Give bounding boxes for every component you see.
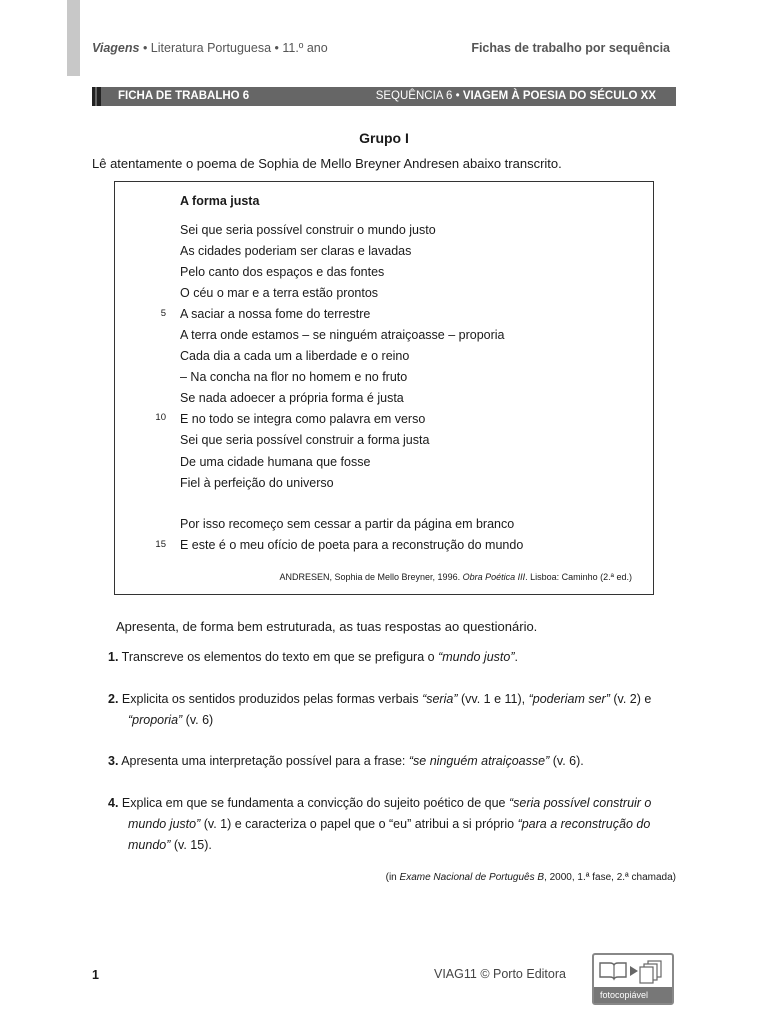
poem-line: A terra onde estamos – se ninguém atraiçoasse – proporia <box>180 328 505 342</box>
line-number: 10 <box>155 412 166 423</box>
poem-line: E no todo se integra como palavra em verso <box>180 412 426 426</box>
group-title: Grupo I <box>359 130 409 146</box>
poem-title: A forma justa <box>180 194 260 208</box>
line-number: 5 <box>160 308 166 319</box>
intro-text: Lê atentamente o poema de Sophia de Mello Breyner Andresen abaixo transcrito. <box>92 156 562 171</box>
side-tab <box>67 0 80 76</box>
exam-reference: (in Exame Nacional de Português B, 2000, 1.ª fase, 2.ª chamada) <box>385 872 676 883</box>
footer-copyright: VIAG11 © Porto Editora <box>434 967 566 981</box>
poem-line: Pelo canto dos espaços e das fontes <box>180 265 385 279</box>
poem-line: Sei que seria possível construir a forma justa <box>180 433 430 447</box>
question-4: 4. Explica em que se fundamenta a convicção do sujeito poético de que “seria possível construir o mundo justo” (v. 1) e caracteriza o papel que o “eu” atribui a si próprio “para a reconstrução do mundo” (v. 15). <box>108 796 652 852</box>
poem-line: O céu o mar e a terra estão prontos <box>180 286 379 300</box>
poem-line: Por isso recomeço sem cessar a partir da página em branco <box>180 517 515 531</box>
header-series: Viagens • Literatura Portuguesa • 11.º ano <box>92 41 328 55</box>
photocopy-stamp <box>592 953 674 1005</box>
poem-line: – Na concha na flor no homem e no fruto <box>180 370 408 384</box>
poem-line: A saciar a nossa fome do terrestre <box>180 307 371 321</box>
poem-line: Se nada adoecer a própria forma é justa <box>180 391 404 405</box>
sequence-label: SEQUÊNCIA 6 • VIAGEM À POESIA DO SÉCULO XX <box>375 90 656 102</box>
question-3: 3. Apresenta uma interpretação possível para a frase: “se ninguém atraiçoasse” (v. 6). <box>108 754 584 768</box>
poem-source: ANDRESEN, Sophia de Mello Breyner, 1996. Obra Poética III. Lisboa: Caminho (2.ª ed.) <box>279 572 632 582</box>
line-number: 15 <box>155 539 166 550</box>
question-1: 1. Transcreve os elementos do texto em que se prefigura o “mundo justo”. <box>108 650 518 664</box>
poem-line: Fiel à perfeição do universo <box>180 476 334 490</box>
poem-line: As cidades poderiam ser claras e lavadas <box>180 244 412 258</box>
stamp-label: fotocopiável <box>594 987 672 1003</box>
poem-line: Cada dia a cada um a liberdade e o reino <box>180 349 410 363</box>
worksheet-label: FICHA DE TRABALHO 6 <box>118 90 250 102</box>
poem-line: E este é o meu ofício de poeta para a reconstrução do mundo <box>180 538 524 552</box>
section-band <box>92 87 676 106</box>
question-2: 2. Explicita os sentidos produzidos pelas formas verbais “seria” (vv. 1 e 11), “poderiam ser” (v. 2) e “proporia” (v. 6) <box>108 692 652 727</box>
poem-line: De uma cidade humana que fosse <box>180 455 371 469</box>
book-pages-icon <box>594 955 672 987</box>
header-right: Fichas de trabalho por sequência <box>471 41 670 55</box>
instructions: Apresenta, de forma bem estruturada, as tuas respostas ao questionário. <box>116 619 538 634</box>
poem-line: Sei que seria possível construir o mundo justo <box>180 223 436 237</box>
page-number: 1 <box>92 968 99 982</box>
